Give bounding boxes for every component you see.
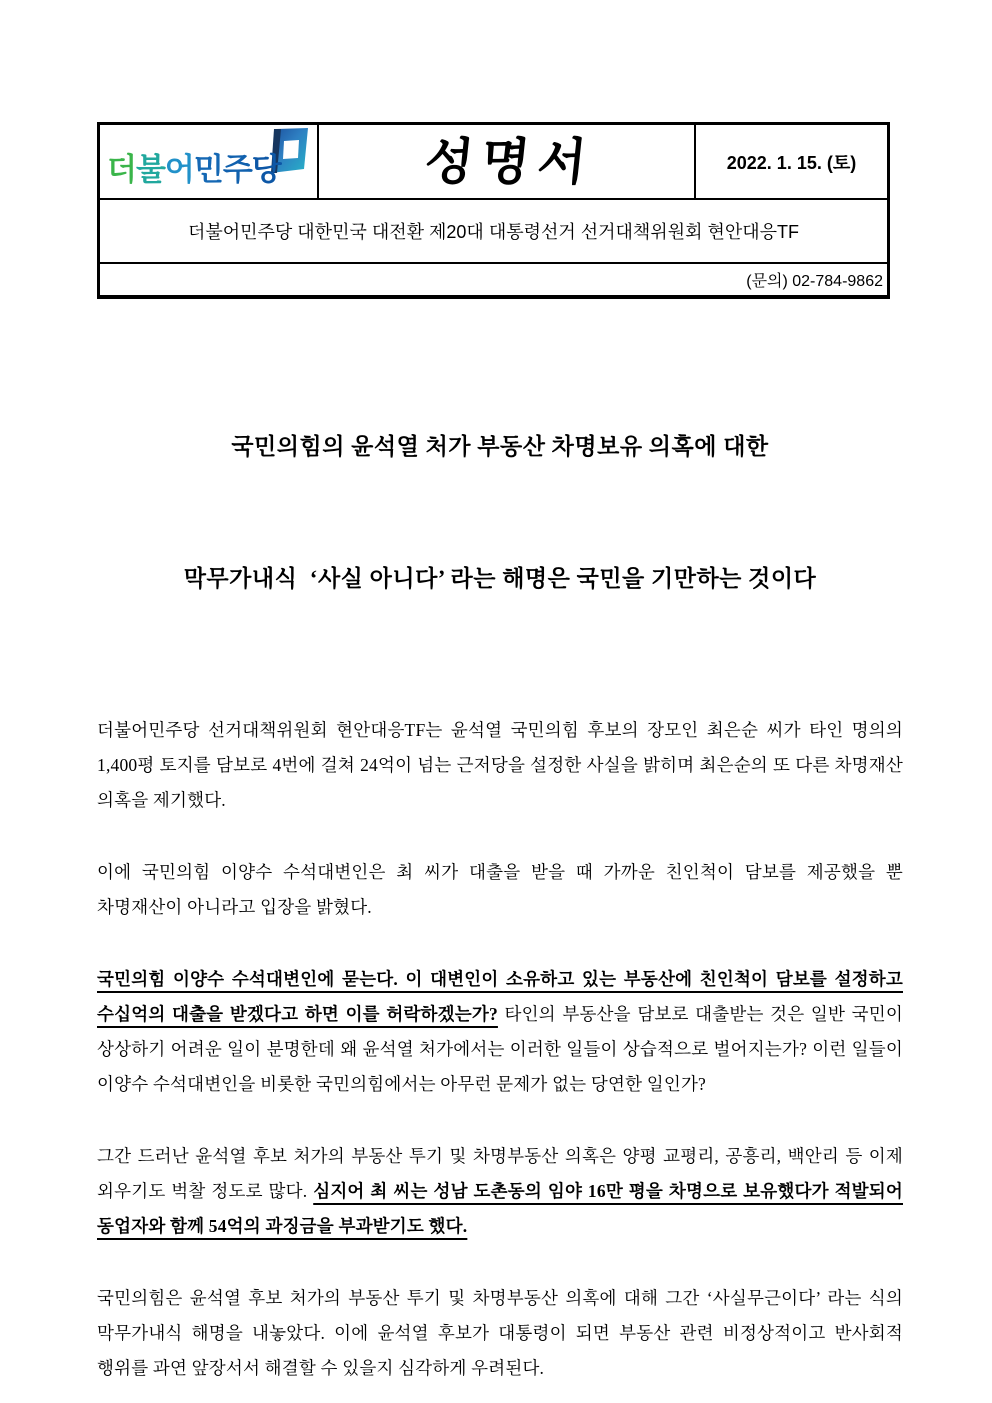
contact-phone: (문의) 02-784-9862	[746, 273, 883, 290]
paragraph	[97, 713, 903, 818]
logo-char: 당	[251, 152, 281, 187]
body-text: 타인의 부동산을 담보로 대출받는 것은 일반 국민이 상상하기 어려운 일이 분명한데 왜 윤석열 처가에서는 이러한 일들이 상습적으로 벌어지는가? 이런 일들이 이양수 수석대변인을 비롯한 국민의힘에서는 아무런 문제가 없는 당연한 일인가?	[97, 1004, 903, 1094]
party-logo-cell	[100, 125, 319, 198]
emphasized-text: 국민의힘 이양수 수석대변인에 묻는다. 이 대변인이 소유하고 있는 부동산에 친인척이 담보를 설정하고 수십억의 대출을 받겠다고 하면 이를 허락하겠는가?	[97, 969, 903, 1024]
header-row-committee	[100, 200, 887, 264]
logo-char: 더	[107, 152, 136, 187]
paragraph	[97, 962, 903, 1102]
page-content	[97, 122, 903, 1403]
body-text: 국민의힘은 윤석열 후보 처가의 부동산 투기 및 차명부동산 의혹에 대해 그간 ‘사실무근이다’ 라는 식의 막무가내식 해명을 내놓았다. 이에 윤석열 후보가 대통령이 되면 부동산 관련 비정상적이고 반사회적 행위를 과연 앞장서서 해결할 수 있을지 심각하게 우려된다.	[97, 1288, 903, 1378]
logo-char: 민	[193, 152, 223, 187]
document-type-cell	[319, 125, 696, 198]
paragraph	[97, 1281, 903, 1386]
header-row-top	[100, 125, 887, 200]
logo-char: 불	[135, 152, 165, 187]
body-text: 더불어민주당 선거대책위원회 현안대응TF는 윤석열 국민의힘 후보의 장모인 최은순 씨가 타인 명의의 1,400평 토지를 담보로 4번에 걸쳐 24억이 넘는 근저당을 설정한 사실을 밝히며 최은순의 또 다른 차명재산 의혹을 제기했다.	[97, 720, 903, 810]
statement-title	[97, 337, 903, 689]
header-table	[97, 122, 890, 299]
body-text: 그간 드러난 윤석열 후보 처가의 부동산 투기 및 차명부동산 의혹은 양평 교평리, 공흥리, 백안리 등 이제 외우기도 벅찰 정도로 많다.	[97, 1146, 903, 1201]
statement-body	[97, 713, 903, 1386]
body-text: 이에 국민의힘 이양수 수석대변인은 최 씨가 대출을 받을 때 가까운 친인척이 담보를 제공했을 뿐 차명재산이 아니라고 입장을 밝혔다.	[97, 862, 903, 917]
party-logo	[107, 154, 281, 185]
document-date-cell	[696, 125, 887, 198]
document-type: 성명서	[422, 133, 597, 190]
committee-name: 더불어민주당 대한민국 대전환 제20대 대통령선거 선거대책위원회 현안대응TF	[187, 222, 800, 242]
statement-title-line1: 국민의힘의 윤석열 처가 부동산 차명보유 의혹에 대한	[231, 434, 769, 459]
emphasized-text: 심지어 최 씨는 성남 도촌동의 임야 16만 평을 차명으로 보유했다가 적발되어 동업자와 함께 54억의 과징금을 부과받기도 했다.	[97, 1181, 903, 1236]
logo-char: 어	[164, 152, 194, 187]
logo-char: 주	[222, 152, 252, 187]
paragraph	[97, 1139, 903, 1244]
header-row-contact	[100, 264, 887, 295]
statement-title-line2: 막무가내식 ‘사실 아니다’ 라는 해명은 국민을 기만하는 것이다	[183, 566, 817, 591]
paragraph	[97, 855, 903, 925]
document-date: 2022. 1. 15. (토)	[726, 152, 857, 173]
